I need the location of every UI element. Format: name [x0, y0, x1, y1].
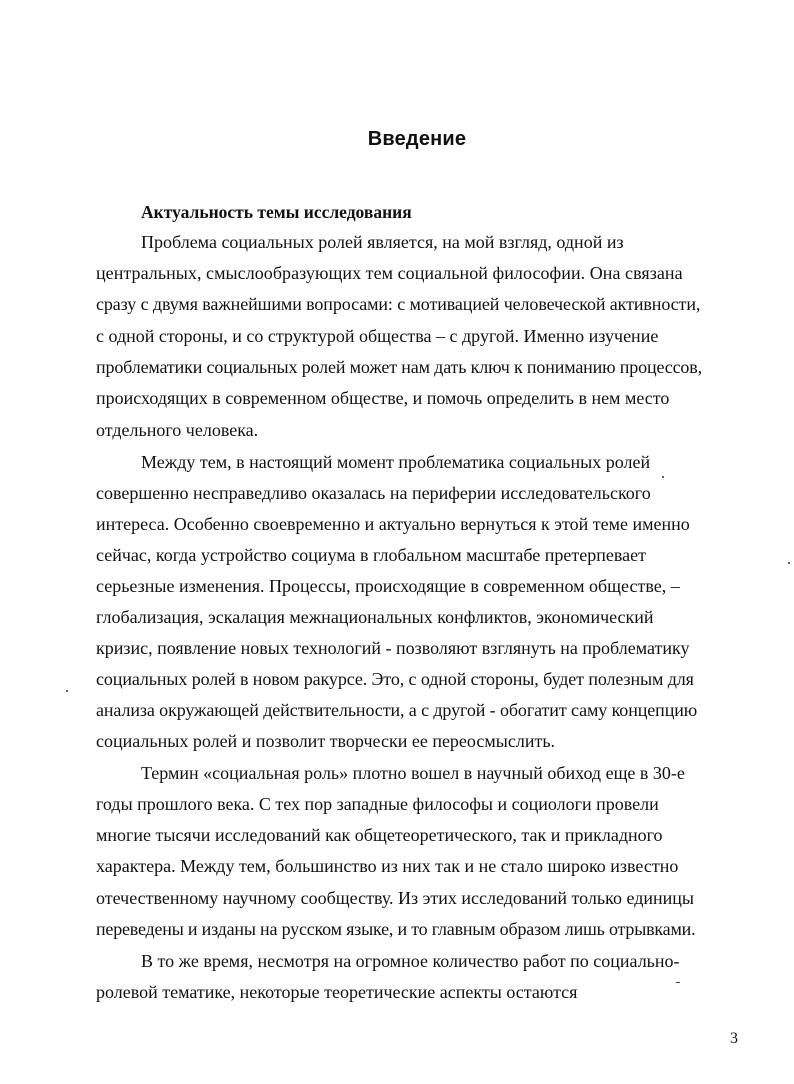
- scan-speck: [788, 562, 790, 564]
- text-line: многие тысячи исследований как общетеоретического, так и прикладного: [96, 825, 663, 845]
- text-line: социальных ролей в новом ракурсе. Это, с одной стороны, будет полезным для: [96, 669, 694, 689]
- text-line: центральных, смыслообразующих тем социальной философии. Она связана: [96, 263, 683, 283]
- text-line: проблематики социальных ролей может нам дать ключ к пониманию процессов,: [96, 357, 702, 377]
- section-heading: Актуальность темы исследования: [141, 202, 412, 222]
- text-line: глобализация, эскалация межнациональных конфликтов, экономический: [96, 607, 654, 627]
- text-line: характера. Между тем, большинство из них так и не стало широко известно: [96, 856, 679, 876]
- text-line: ролевой тематике, некоторые теоретические аспекты остаются: [96, 982, 578, 1002]
- text-line: совершенно несправедливо оказалась на периферии исследовательского: [96, 483, 651, 503]
- text-line: отечественному научному сообществу. Из этих исследований только единицы: [96, 888, 694, 908]
- page-number: 3: [730, 1030, 738, 1047]
- text-line: сразу с двумя важнейшими вопросами: с мотивацией человеческой активности,: [96, 294, 701, 314]
- text-line: анализа окружающей действительности, а с другой - обогатит саму концепцию: [96, 700, 698, 720]
- scan-speck: [662, 476, 664, 478]
- scan-speck: [676, 982, 680, 983]
- text-line: годы прошлого века. С тех пор западные философы и социологи провели: [96, 794, 659, 814]
- text-line: происходящих в современном обществе, и помочь определить в нем место: [96, 388, 670, 408]
- text-line: социальных ролей и позволит творчески ее переосмыслить.: [96, 731, 556, 751]
- text-line: с одной стороны, и со структурой общества – с другой. Именно изучение: [96, 326, 659, 346]
- scan-speck: [66, 690, 68, 692]
- text-line: сейчас, когда устройство социума в глобальном масштабе претерпевает: [96, 545, 646, 565]
- text-line: интереса. Особенно своевременно и актуально вернуться к этой теме именно: [96, 514, 690, 534]
- text-line: отдельного человека.: [96, 420, 259, 440]
- text-line: серьезные изменения. Процессы, происходящие в современном обществе, –: [96, 576, 680, 596]
- text-line: Проблема социальных ролей является, на мой взгляд, одной из: [141, 232, 624, 252]
- page-title: Введение: [367, 128, 467, 150]
- text-line: Между тем, в настоящий момент проблематика социальных ролей: [141, 452, 651, 472]
- text-line: В то же время, несмотря на огромное количество работ по социально-: [141, 951, 680, 971]
- text-line: переведены и изданы на русском языке, и то главным образом лишь отрывками.: [96, 919, 696, 939]
- text-line: Термин «социальная роль» плотно вошел в научный обиход еще в 30-е: [141, 763, 685, 783]
- text-line: кризис, появление новых технологий - позволяют взглянуть на проблематику: [96, 638, 690, 658]
